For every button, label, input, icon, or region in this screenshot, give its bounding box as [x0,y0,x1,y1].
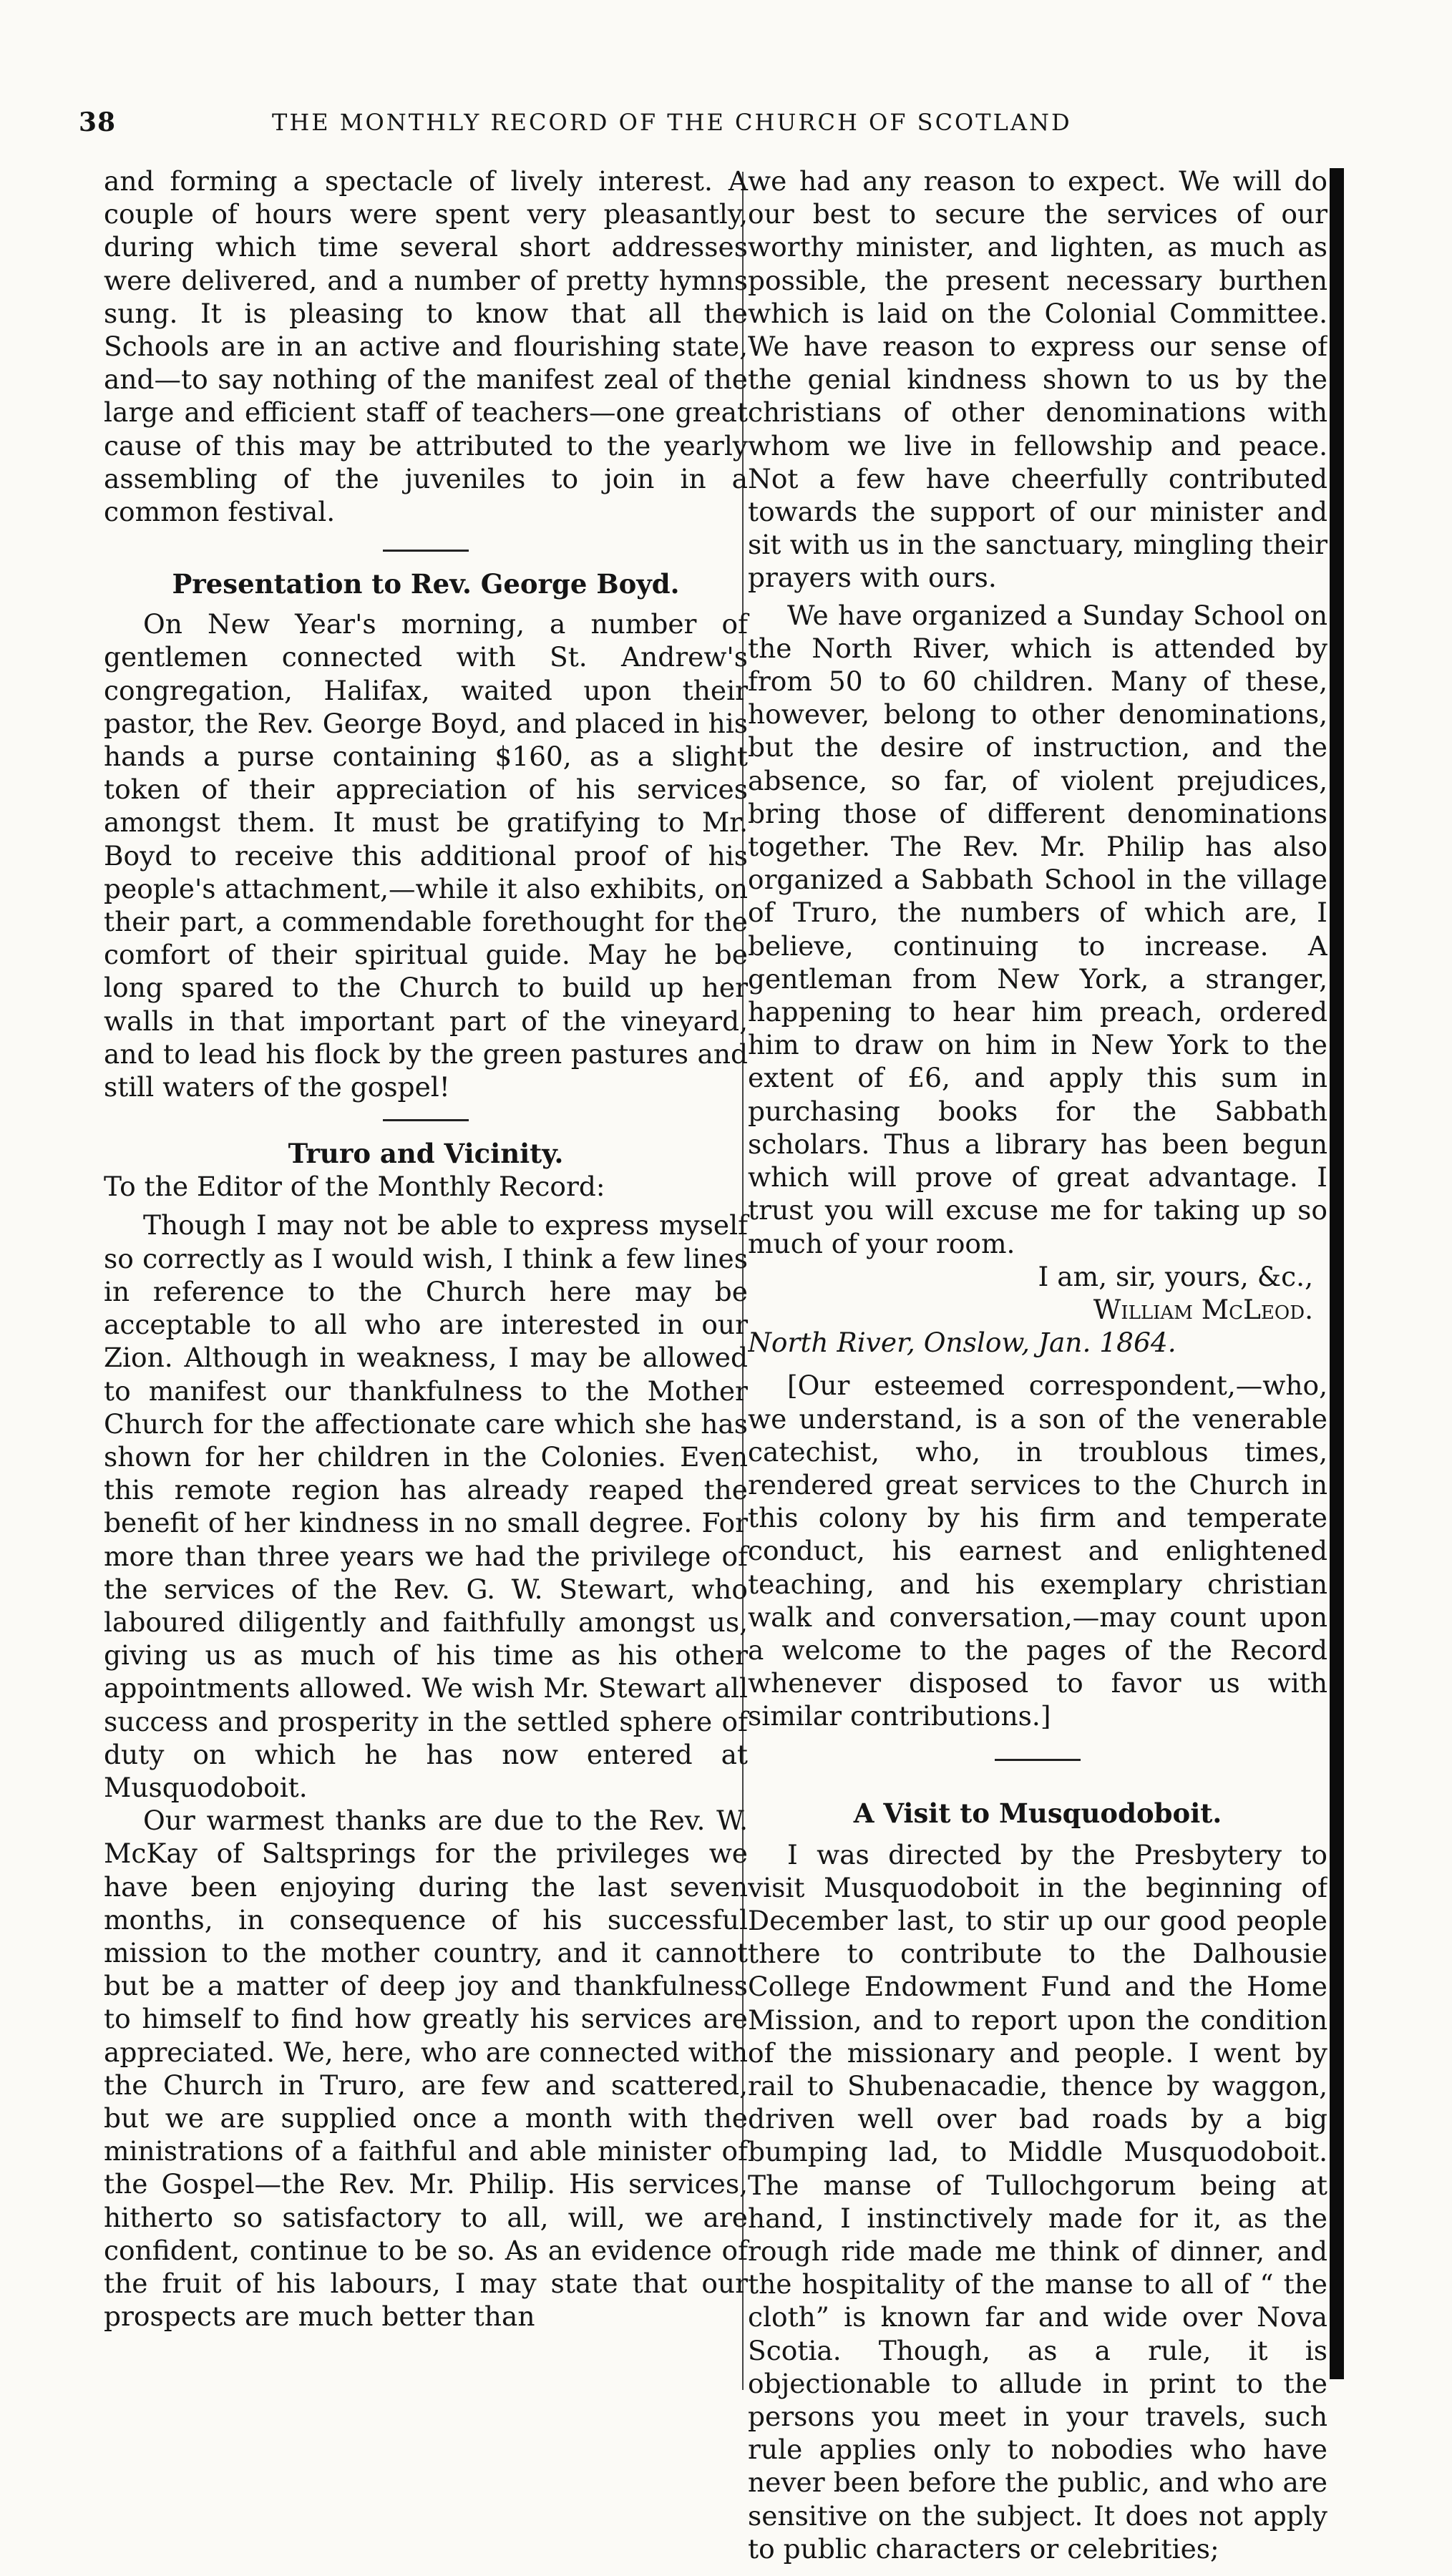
left-column [104,165,748,2333]
binding-edge [1330,168,1344,2379]
letter-closing: I am, sir, yours, &c., [1038,1260,1313,1292]
letter-signature: William McLeod. [1093,1293,1313,1325]
article-paragraph: we had any reason to expect. We will do our best to secure the services of our worthy minister, and lighten, as much as possible, the present necessary burthen which is laid on the Colonial Committee. We have reason to express our sense of the genial kindness shown to us by the christians of other denominations with whom we live in fellowship and peace. Not a few have cheerfully contributed towards the support of our minister and sit with us in the sanctuary, mingling their prayers with ours. [748,165,1327,594]
article-paragraph: I was directed by the Presbytery to visit Musquodoboit in the beginning of December last, to stir up our good people there to contribute to the Dalhousie College Endowment Fund and the Home Mission, and to report upon the condition of the missionary and people. I went by rail to Shubenacadie, thence by waggon, driven well over bad roads by a big bumping lad, to Middle Musquodoboit. The manse of Tullochgorum being at hand, I instinctively made for it, as the rough ride made me think of dinner, and the hospitality of the manse to all of “ the cloth” is known far and wide over Nova Scotia. Though, as a rule, it is objectionable to allude in print to the persons you meet in your travels, such rule applies only to nobodies who have never been before the public, and who are sensitive on the subject. It does not apply to public characters or celebrities; [748,1838,1327,2565]
editor-note: [Our esteemed correspondent,—who, we understand, is a son of the venerable catechist, who, in troublous times, rendered great services to the Church in this colony by his firm and temperate conduct, his earnest and enlightened teaching, and his exemplary christian walk and conversation,—may count upon a welcome to the pages of the Record whenever disposed to favor us with similar contributions.] [748,1370,1327,1732]
article-paragraph: On New Year's morning, a number of gentlemen connected with St. Andrew's congregation, Halifax, waited upon their pastor, the Rev. George Boyd, and placed in his hands a purse containing $160, as a slight token of their appreciation of his services amongst them. It must be gratifying to Mr. Boyd to receive this additional proof of his people's attachment,—while it also exhibits, on their part, a commendable forethought for the comfort of their spiritual guide. May he be long spared to the Church to build up her walls in that important part of the vineyard, and to lead his flock by the green pastures and still waters of the gospel! [104,608,748,1103]
letter-place-date: North River, Onslow, Jan. 1864. [748,1327,1176,1359]
running-head: THE MONTHLY RECORD OF THE CHURCH OF SCOTLAND [272,109,1072,136]
salutation: To the Editor of the Monthly Record: [104,1171,605,1203]
right-column [748,165,1327,2569]
page-number: 38 [79,107,117,137]
article-paragraph: We have organized a Sunday School on the North River, which is attended by from 50 to 60 children. Many of these, however, belong to other denominations, but the desire of instruction, and the absence, so far, of violent prejudices, bring those of different denominations together. The Rev. Mr. Philip has also organized a Sabbath School in the village of Truro, the numbers of which are, I believe, continuing to increase. A gentleman from New York, a stranger, happening to hear him preach, ordered him to draw on him in New York to the extent of £6, and apply this sum in purchasing books for the Sabbath scholars. Thus a library has been begun which will prove of great advantage. I trust you will excuse me for taking up so much of your room. [748,599,1327,1259]
article-paragraph: Our warmest thanks are due to the Rev. W. McKay of Saltsprings for the privileges we have been enjoying during the last seven months, in consequence of his successful mission to the mother country, and it cannot but be a matter of deep joy and thankfulness to himself to find how greatly his services are appreciated. We, here, who are connected with the Church in Truro, are few and scattered, but we are supplied once a month with the ministrations of a faithful and able minister of the Gospel—the Rev. Mr. Philip. His services, hitherto so satisfactory to all, will, we are confident, continue to be so. As an evidence of the fruit of his labours, I may state that our prospects are much better than [104,1805,748,2333]
article-title-truro: Truro and Vicinity. [288,1138,564,1170]
page-header [79,107,1338,150]
article-title-presentation: Presentation to Rev. George Boyd. [172,568,680,600]
article-paragraph: Though I may not be able to express myself so correctly as I would wish, I think a few lines in reference to the Church here may be acceptable to all who are interested in our Zion. Although in weakness, I may be allowed to manifest our thankfulness to the Mother Church for the affectionate care which she has shown for her children in the Colonies. Even this remote region has already reaped the benefit of her kindness in no small degree. For more than three years we had the privilege of the services of the Rev. G. W. Stewart, who laboured diligently and faithfully amongst us, giving us as much of his time as his other appointments allowed. We wish Mr. Stewart all success and prosperity in the settled sphere of duty on which he has now entered at Musquodoboit. [104,1209,748,1803]
closing-paragraph: and forming a spectacle of lively interest. A couple of hours were spent very pleasantly, during which time several short addresses were delivered, and a number of pretty hymns sung. It is pleasing to know that all the Schools are in an active and flourishing state, and—to say nothing of the manifest zeal of the large and efficient staff of teachers—one great cause of this may be attributed to the yearly assembling of the juveniles to join in a common festival. [104,165,748,528]
article-title-musquodoboit: A Visit to Musquodoboit. [853,1797,1222,1829]
